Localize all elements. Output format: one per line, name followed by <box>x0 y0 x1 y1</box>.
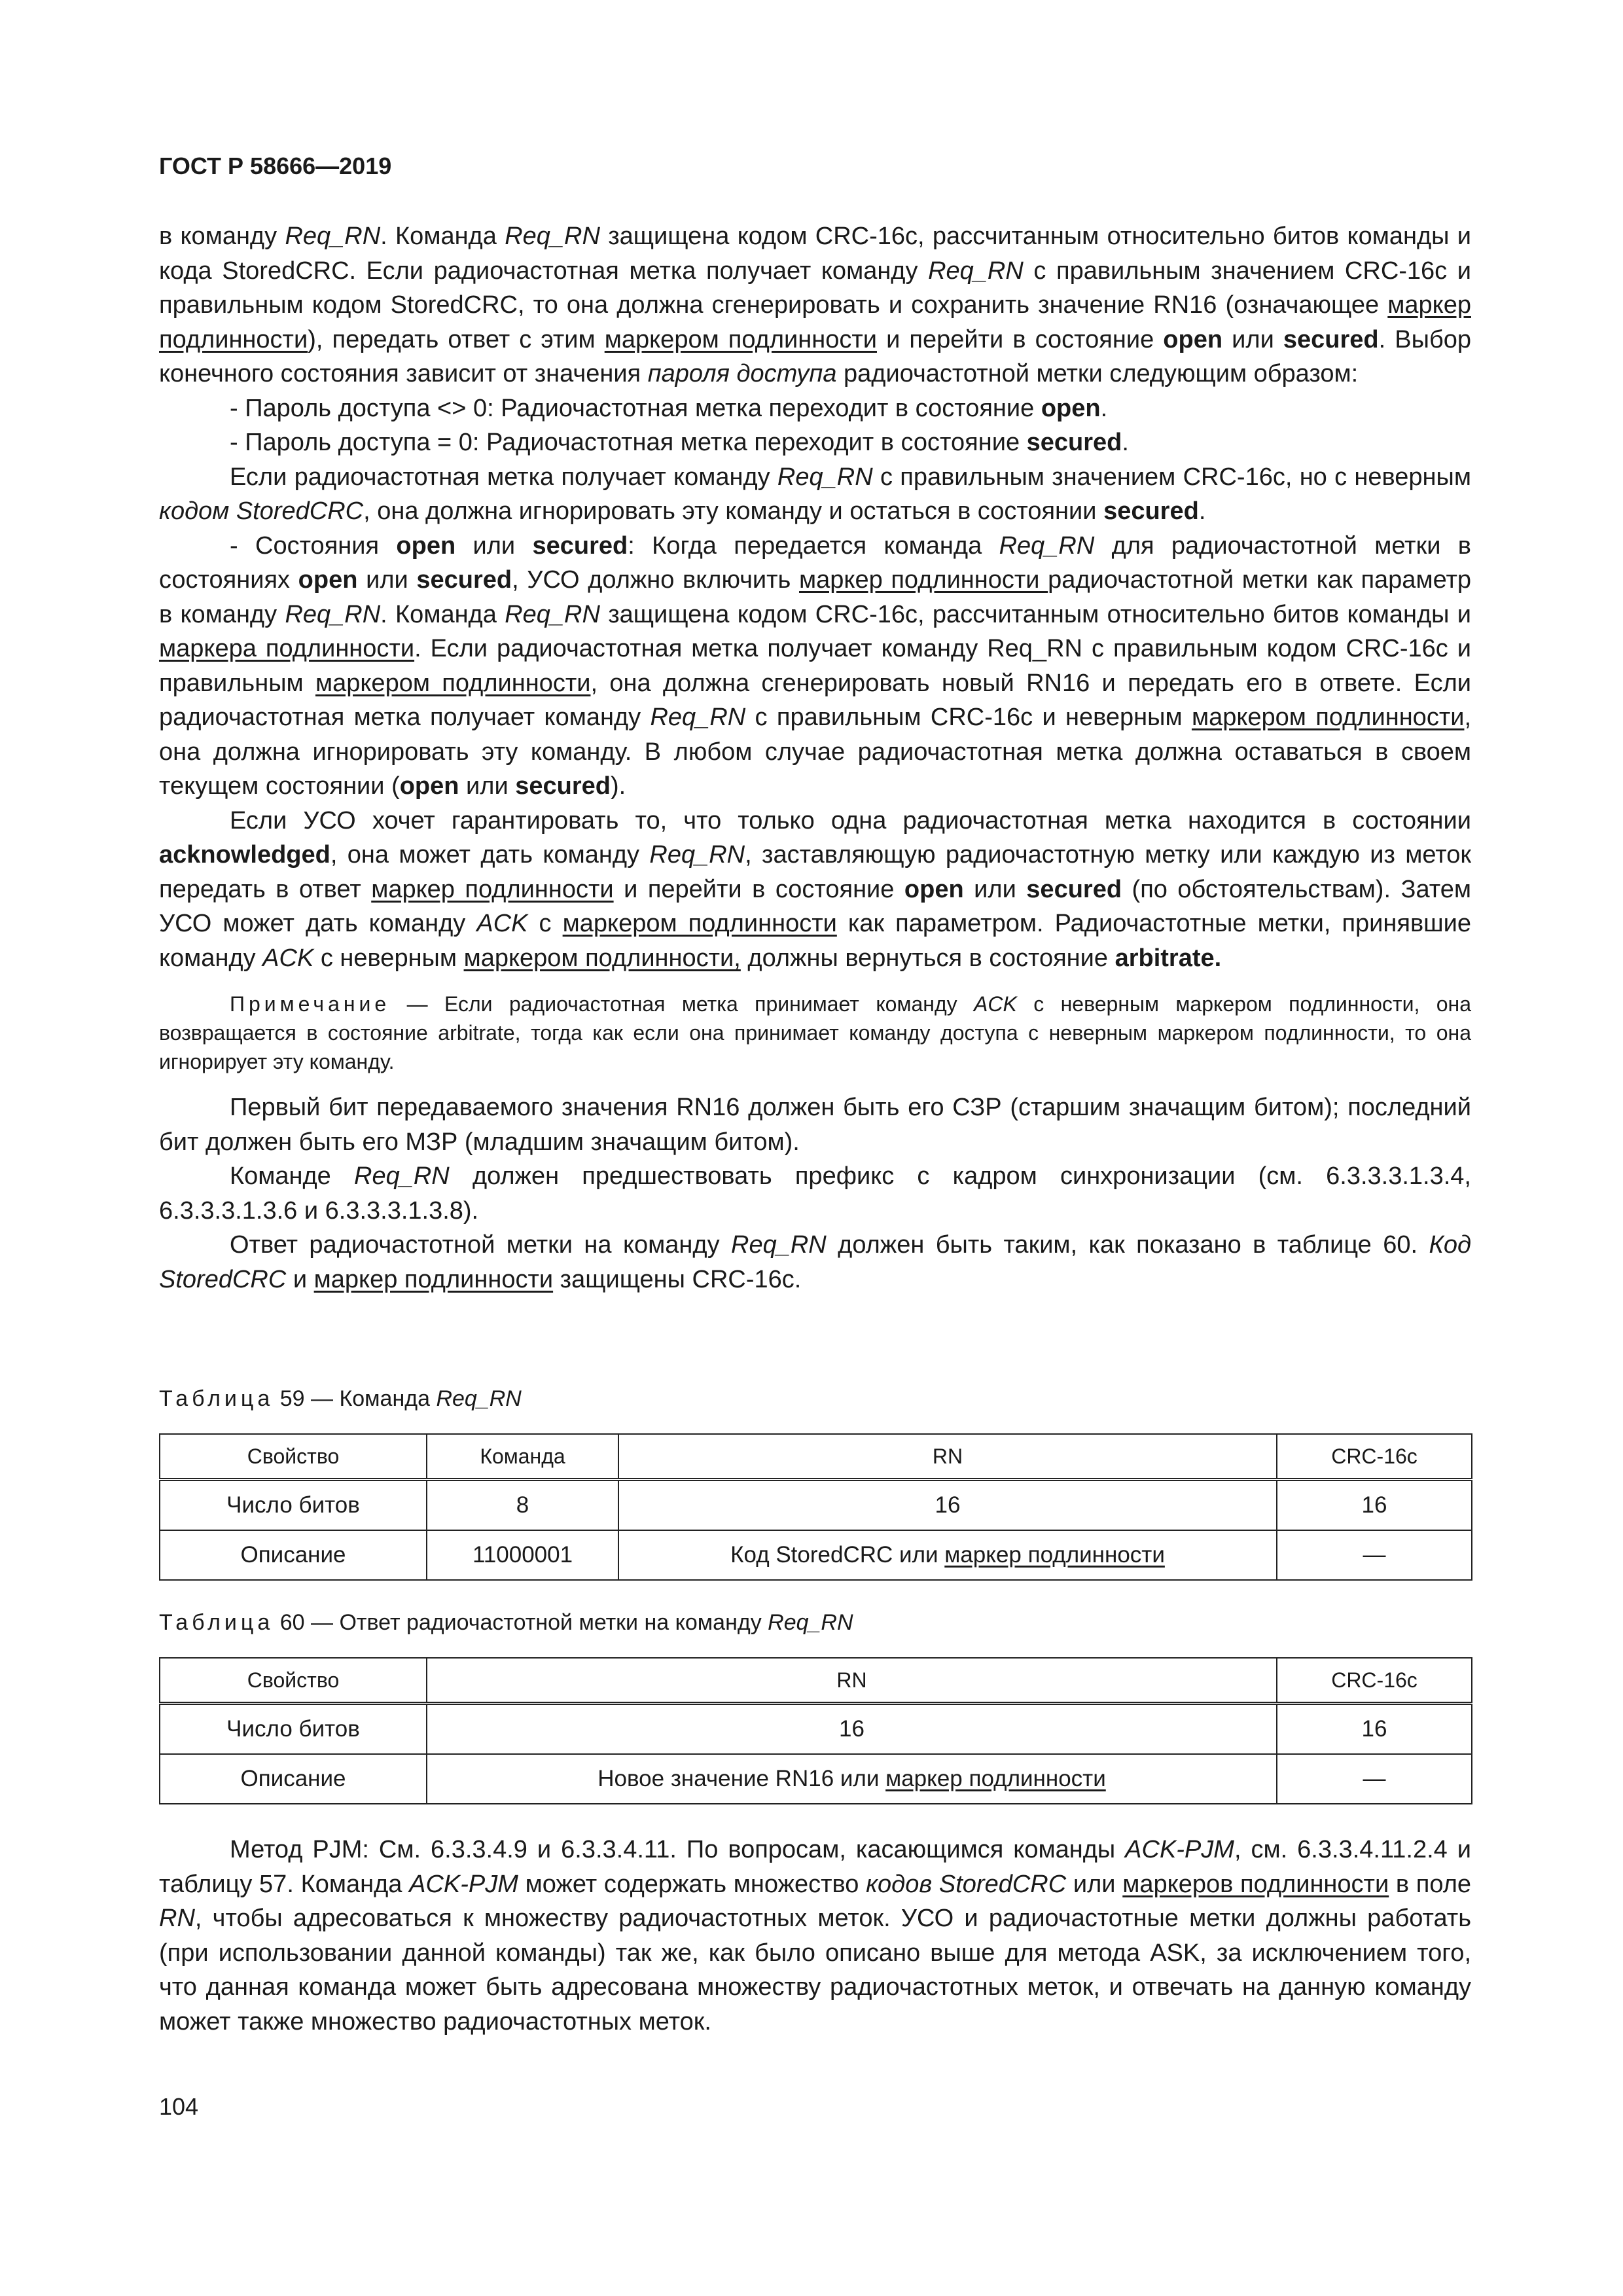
body-text-lower <box>159 1833 1471 2039</box>
table-row <box>160 1480 1472 1531</box>
table-cell: 16 <box>1277 1480 1472 1531</box>
table-cell: Код StoredCRC или маркер подлинности <box>618 1530 1277 1580</box>
table-cell: Число битов <box>160 1704 427 1755</box>
note-label: Примечание <box>230 992 391 1016</box>
list-item-password-nonzero: - Пароль доступа <> 0: Радиочастотная метка переходит в состояние open. <box>230 394 1108 422</box>
table-header-cell: Команда <box>427 1434 618 1480</box>
table-cell: 16 <box>427 1704 1277 1755</box>
table-row <box>160 1704 1472 1755</box>
note-paragraph: Примечание — Если радиочастотная метка принимает команду ACK с неверным маркером подлинности, она возвращается в состояние arbitrate, тогда как если она принимает команду доступа с неверным маркером подлинности, то она игнорирует эту команду. <box>159 992 1472 1073</box>
table-59-caption: Таблица 59 — Команда Req_RN <box>159 1386 522 1411</box>
paragraph-open-secured-states: - Состояния open или secured: Когда передается команда Req_RN для радиочастотной метки в состояниях open или secured, УСО должно включить маркер подлинности радиочастотной метки как параметр в команду Req_RN. Команда Req_RN защищена кодом CRC-16c, рассчитанным относительно битов команды и маркера подлинности. Если радиочастотная метка получает команду Req_RN с правильным кодом CRC-16c и правильным маркером подлинности, она должна сгенерировать новый RN16 и передать его в ответе. Если радиочастотная метка получает команду Req_RN с правильным CRC-16c и неверным маркером подлинности, она должна игнорировать эту команду. В любом случае радиочастотная метка должна оставаться в своем текущем состоянии (open или secured). <box>159 531 1472 800</box>
document-header: ГОСТ Р 58666—2019 <box>159 152 392 179</box>
table-header-cell: Свойство <box>160 1658 427 1704</box>
table-row <box>160 1754 1472 1804</box>
paragraph-req-rn-intro: в команду Req_RN. Команда Req_RN защищена кодом CRC-16c, рассчитанным относительно битов команды и кода StoredCRC. Если радиочастотная метка получает команду Req_RN с правильным значением CRC-16c и правильным кодом StoredCRC, то она должна сгенерировать и сохранить значение RN16 (означающее маркер подлинности), передать ответ с этим маркером подлинности и перейти в состояние open или secured. Выбор конечного состояния зависит от значения пароля доступа радиочастотной метки следующим образом: <box>159 223 1471 387</box>
table-60 <box>159 1657 1472 1804</box>
table-60-caption: Таблица 60 — Ответ радиочастотной метки на команду Req_RN <box>159 1610 853 1635</box>
table-cell: Описание <box>160 1530 427 1580</box>
table-header-cell: CRC-16c <box>1277 1658 1472 1704</box>
paragraph-pjm-method: Метод PJM: См. 6.3.3.4.9 и 6.3.3.4.11. По вопросам, касающимся команды ACK-PJM, см. 6.3.3.4.11.2.4 и таблицу 57. Команда ACK-PJM может содержать множество кодов StoredCRC или маркеров подлинности в поле RN, чтобы адресоваться к множеству радиочастотных меток. УСО и радиочастотные метки должны работать (при использовании данной команды) так же, как было описано выше для метода ASK, за исключением того, что данная команда может быть адресована множеству радиочастотных меток, и отвечать на данную команду может также множество радиочастотных меток. <box>159 1836 1471 2036</box>
table-59 <box>159 1433 1472 1581</box>
table-cell: — <box>1277 1754 1472 1804</box>
table-header-row <box>160 1658 1472 1704</box>
table-cell: Новое значение RN16 или маркер подлинности <box>427 1754 1277 1804</box>
table-row <box>160 1530 1472 1580</box>
paragraph-wrong-storedcrc: Если радиочастотная метка получает команду Req_RN с правильным значением CRC-16c, но с неверным кодом StoredCRC, она должна игнорировать эту команду и остаться в состоянии secured. <box>159 463 1471 525</box>
table-header-row <box>160 1434 1472 1480</box>
paragraph-response: Ответ радиочастотной метки на команду Req_RN должен быть таким, как показано в таблице 60. Код StoredCRC и маркер подлинности защищены CRC-16c. <box>159 1231 1471 1293</box>
table-cell: 11000001 <box>427 1530 618 1580</box>
table-cell: 8 <box>427 1480 618 1531</box>
page-number: 104 <box>159 2093 199 2120</box>
table-header-cell: Свойство <box>160 1434 427 1480</box>
table-cell: Описание <box>160 1754 427 1804</box>
table-header-cell: RN <box>427 1658 1277 1704</box>
table-header-cell: CRC-16c <box>1277 1434 1472 1480</box>
paragraph-sync-prefix: Команде Req_RN должен предшествовать префикс с кадром синхронизации (см. 6.3.3.3.1.3.4, 6.3.3.3.1.3.6 и 6.3.3.3.1.3.8). <box>159 1162 1471 1225</box>
table-cell: Число битов <box>160 1480 427 1531</box>
body-text-upper <box>159 219 1471 1297</box>
table-header-cell: RN <box>618 1434 1277 1480</box>
table-cell: — <box>1277 1530 1472 1580</box>
list-item-password-zero: - Пароль доступа = 0: Радиочастотная метка переходит в состояние secured. <box>230 429 1129 456</box>
paragraph-bit-order: Первый бит передаваемого значения RN16 должен быть его СЗР (старшим значащим битом); последний бит должен быть его МЗР (младшим значащим битом). <box>159 1094 1471 1156</box>
paragraph-acknowledged: Если УСО хочет гарантировать то, что только одна радиочастотная метка находится в состоянии acknowledged, она может дать команду Req_RN, заставляющую радиочастотную метку или каждую из меток передать в ответ маркер подлинности и перейти в состояние open или secured (по обстоятельствам). Затем УСО может дать команду ACK с маркером подлинности как параметром. Радиочастотные метки, принявшие команду ACK с неверным маркером подлинности, должны вернуться в состояние arbitrate. <box>159 806 1471 972</box>
table-cell: 16 <box>1277 1704 1472 1755</box>
table-cell: 16 <box>618 1480 1277 1531</box>
